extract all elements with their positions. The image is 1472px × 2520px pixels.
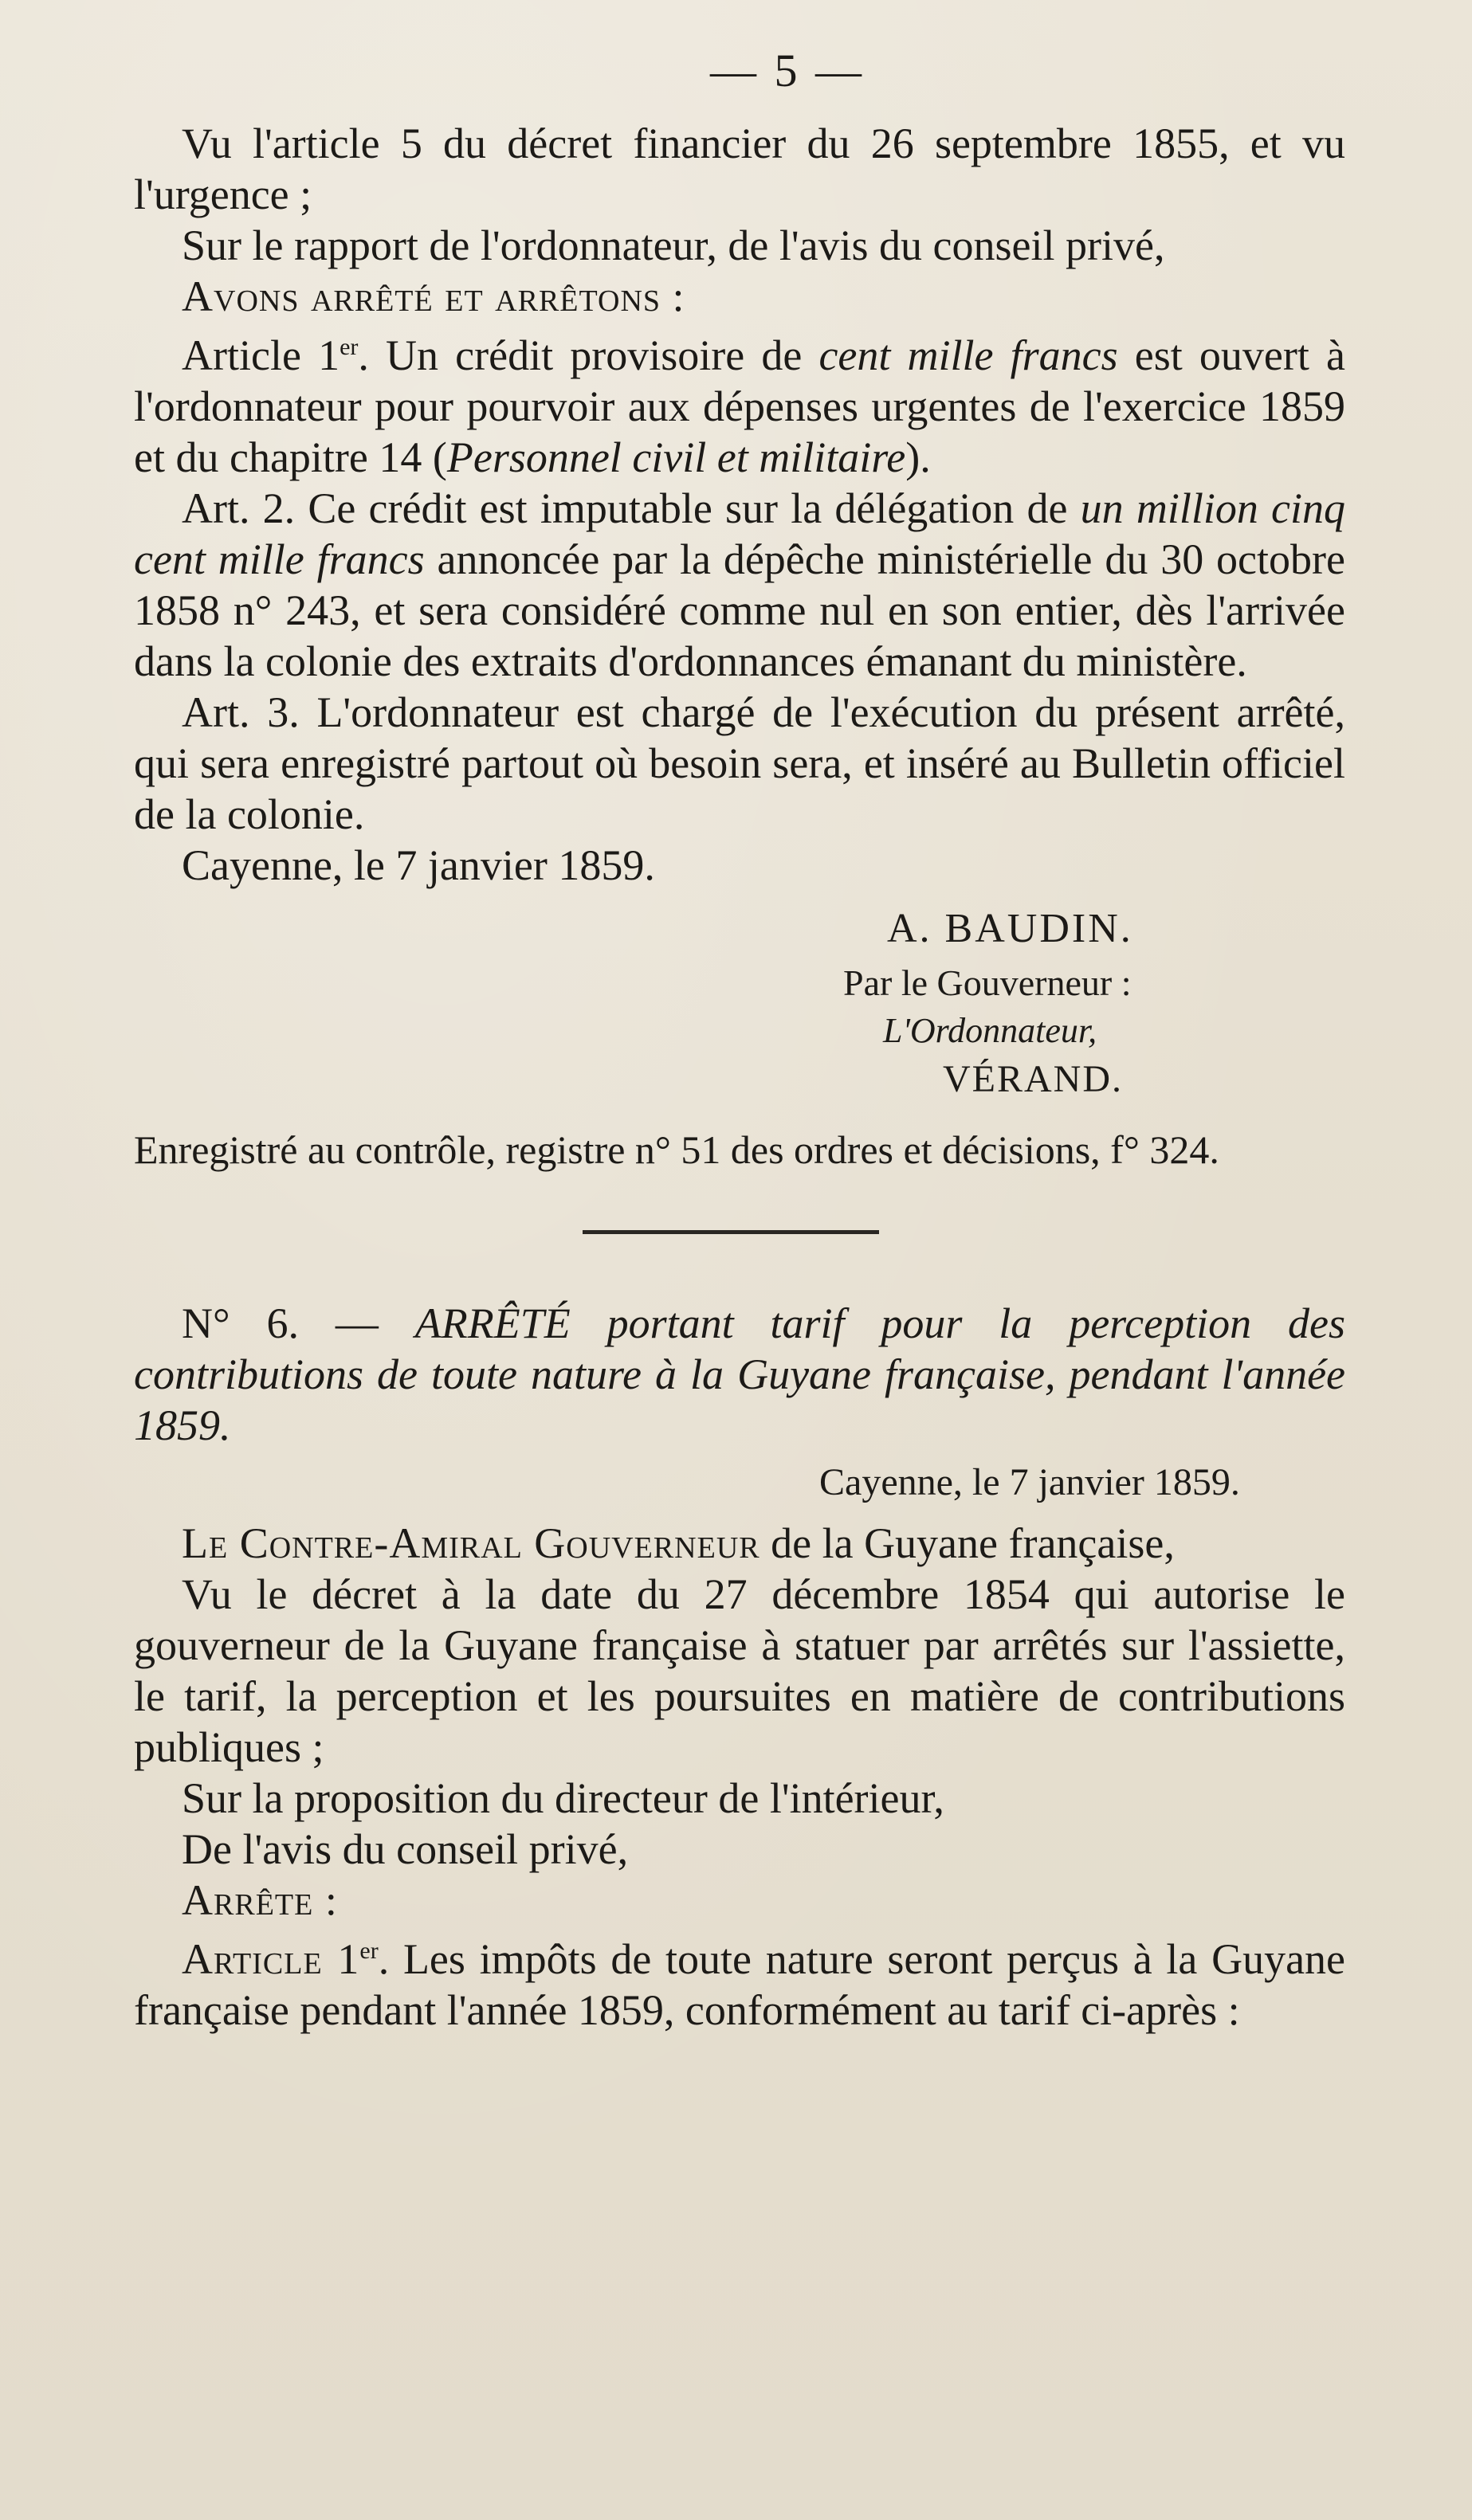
article-1-chapter: Personnel civil et militaire — [446, 433, 906, 481]
avons-arrete-heading: Avons arrêté et arrêtons : — [182, 272, 685, 320]
enregistre-note: Enregistré au contrôle, registre n° 51 des ordres et décisions, f° 324. — [134, 1127, 1219, 1172]
contre-amiral-title: Le Contre-Amiral Gouverneur — [182, 1519, 760, 1567]
article-1-text-a: . Un crédit provisoire de — [358, 331, 819, 379]
article-1-impots-sup: er — [359, 1938, 379, 1964]
article-1-text-c: ). — [905, 433, 931, 481]
l-ordonnateur: L'Ordonnateur, — [883, 1011, 1097, 1050]
arrete-6-number: N° 6. — — [182, 1299, 415, 1347]
page-content — [134, 45, 1346, 2036]
article-1-text-b: est ouvert à l'ordonnateur pour pourvoir aux dépenses urgentes de l'exercice 1859 et du chapitre 14 ( — [134, 331, 1345, 481]
arrete-heading: Arrête : — [182, 1876, 338, 1924]
signature-verand: VÉRAND. — [943, 1058, 1123, 1100]
arrete-6-title — [134, 1298, 1345, 1451]
article-1-amount: cent mille francs — [818, 331, 1118, 379]
article-3-paragraph: Art. 3. L'ordonnateur est chargé de l'exécution du présent arrêté, qui sera enregistré partout où besoin sera, et inséré au Bulletin officiel de la colonie. — [134, 688, 1345, 838]
article-2-text-a: Art. 2. Ce crédit est imputable sur la délégation de — [182, 484, 1081, 532]
article-1-impots-paragraph — [134, 1926, 1345, 2036]
cayenne-date-1: Cayenne, le 7 janvier 1859. — [182, 841, 655, 889]
contre-amiral-line — [134, 1518, 1345, 1569]
article-2-amount: un million cinq cent mille francs — [134, 484, 1345, 583]
article-2-paragraph — [134, 483, 1345, 687]
de-la-guyane: de la Guyane française, — [760, 1519, 1175, 1567]
signature-baudin: A. BAUDIN. — [887, 906, 1133, 951]
article-2-text-b: annoncée par la dépêche ministérielle du 30 octobre 1858 n° 243, et sera considéré comme nul en son entier, dès l'arrivée dans la colonie des extraits d'ordonnances émanant du ministère. — [134, 535, 1345, 685]
article-1-impots-label: Article 1 — [182, 1935, 360, 1983]
page-number: — 5 — — [710, 45, 865, 96]
cayenne-date-2: Cayenne, le 7 janvier 1859. — [819, 1461, 1240, 1503]
article-1-sup: er — [340, 334, 359, 360]
article-1-label: Article 1 — [182, 331, 340, 379]
arrete-6-title-text: ARRÊTÉ portant tarif pour la perception des contributions de toute nature à la Guyane française, pendant l'année 1859. — [134, 1299, 1345, 1449]
vu-article-paragraph: Vu l'article 5 du décret financier du 26 septembre 1855, et vu l'urgence ; — [134, 120, 1345, 218]
sur-rapport-paragraph: Sur le rapport de l'ordonnateur, de l'avis du conseil privé, — [182, 221, 1165, 269]
article-1-impots-text: . Les impôts de toute nature seront perçus à la Guyane française pendant l'année 1859, conformément au tarif ci-après : — [134, 1935, 1346, 2034]
par-le-gouverneur: Par le Gouverneur : — [843, 962, 1132, 1003]
article-1-paragraph — [134, 322, 1345, 483]
de-avis-paragraph: De l'avis du conseil privé, — [182, 1825, 629, 1873]
section-divider — [583, 1230, 879, 1234]
vu-decret-paragraph: Vu le décret à la date du 27 décembre 1854 qui autorise le gouverneur de la Guyane française à statuer par arrêtés sur l'assiette, le tarif, la perception et les poursuites en matière de contributions publiques ; — [134, 1570, 1345, 1771]
sur-proposition-paragraph: Sur la proposition du directeur de l'intérieur, — [182, 1774, 944, 1822]
